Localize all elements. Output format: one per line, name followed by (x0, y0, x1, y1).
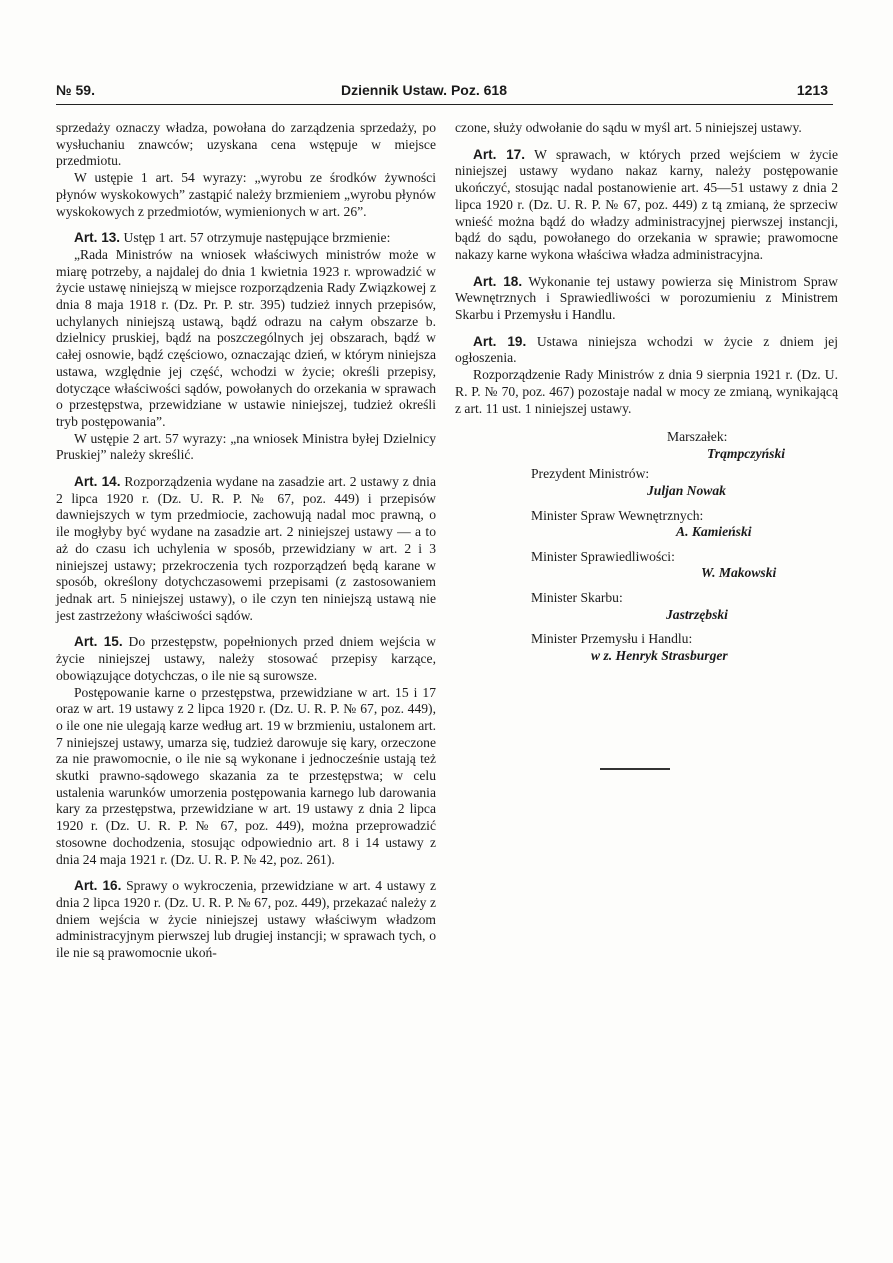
article-13 (56, 230, 436, 247)
right-column (455, 120, 838, 664)
page-number: 1213 (796, 82, 828, 98)
signature-title: Minister Spraw Wewnętrznych: (531, 507, 704, 523)
article-text: Do przestępstw, popełnionych przed dniem wejścia w życie niniejszej ustawy, należy stosować przepisy karzące, obowiązujące dotychczas, o ile nie są surowsze. (56, 634, 436, 683)
signature-name: W. Makowski (701, 565, 777, 581)
signature-title: Prezydent Ministrów: (531, 466, 650, 482)
article-text: Ustawa niniejsza wchodzi w życie z dniem jej ogłoszenia. (455, 333, 838, 366)
signature-name: w z. Henryk Strasburger (591, 647, 728, 663)
article-text: Ustęp 1 art. 57 otrzymuje następujące brzmienie: (123, 230, 391, 246)
journal-title: Dziennik Ustaw. Poz. 618 (341, 82, 507, 98)
signature-title: Minister Skarbu: (531, 590, 623, 605)
paragraph: W ustępie 1 art. 54 wyrazy: „wyrobu ze środków żywności płynów wyskokowych” zastąpić należy brzmieniem „wyrobu płynów wyskokowych z przedmiotów, wymienionych w art. 26”. (56, 170, 436, 219)
signature-name: Jastrzębski (666, 606, 728, 622)
signature-block (667, 429, 838, 462)
article-label: Art. 19. (473, 333, 527, 349)
header-rule (56, 104, 833, 105)
article-text: W sprawach, w których przed wejściem w życie niniejszej ustawy wydano nakaz karny, należy postępowanie ukończyć, stosując nadal postanowienie art. 45—51 ustawy z dnia 2 lipca 1920 r. (Dz. U. R. P. № 67, poz. 449) z tą zmianą, że sprzeciw wnieść można bądź do władzy administracyjnej pierwszej instancji, bądź do sądu, powołanego do orzekania w sprawie; prawomocne nakazy karne wykona właściwa władza administracyjna. (455, 146, 838, 262)
signature-title: Minister Przemysłu i Handlu: (531, 631, 693, 647)
article-label: Art. 15. (74, 634, 123, 650)
signature-title: Minister Sprawiedliwości: (531, 548, 675, 564)
signatures (455, 429, 838, 664)
article-label: Art. 16. (74, 878, 122, 894)
signature-block (531, 549, 838, 582)
paragraph: Rozporządzenie Rady Ministrów z dnia 9 sierpnia 1921 r. (Dz. U. R. P. № 70, poz. 467) pozostaje nadal w mocy ze zmianą, wynikającą z art. 11 ust. 1 niniejszej ustawy. (455, 367, 838, 416)
page-header (56, 82, 836, 104)
signature-title: Marszałek: (667, 429, 728, 445)
article-15 (56, 634, 436, 684)
signature-block (531, 508, 838, 541)
article-18 (455, 274, 838, 324)
paragraph: Postępowanie karne o przestępstwa, przewidziane w art. 15 i 17 oraz w art. 19 ustawy z 2 lipca 1920 r. (Dz. U. R. P. № 67, poz. 449), o ile one nie ulegają karze według art. 19 w brzmieniu, ustalonem art. 7 niniejszej ustawy, umarza się, tudzież darowuje się kary, orzeczone za nie prawomocnie, o ile nie są wykonane i jednocześnie ustają też skutki prawno-sądowego skazania za te przestępstwa; w celu ustalenia warunków umorzenia postępowania karnego lub darowania kary za przestępstwa, przewidziane w art. 19 ustawy z dnia 2 lipca 1920 r. (Dz. U. R. P. № 67, poz. 449), można przeprowadzić stosowne dochodzenia, stosując odpowiednio art. 8 i 14 ustawy z dnia 24 maja 1921 r. (Dz. U. R. P. № 42, poz. 261). (56, 684, 436, 867)
article-14 (56, 474, 436, 624)
article-text: Rozporządzenia wydane na zasadzie art. 2 ustawy z dnia 2 lipca 1920 r. (Dz. U. R. P. № 67, poz. 449) i przepisów dawniejszych w tym przedmiocie, zachowują nadal moc prawną, o ile mogłyby być wydane na zasadzie art. 2 niniejszej ustawy — a to aż do czasu ich uchylenia w sposób, przewidziany w art. 2 i 3 niniejszej ustawy; przekroczenia tych rozporządzeń będą karane w sposób, określony dotychczasowemi przepisami (z zastosowaniem jednak art. 5 niniejszej ustawy), o ile czyn ten niniejszą ustawą nie jest zastrzeżony właściwości sądów. (56, 474, 436, 623)
article-17 (455, 147, 838, 264)
paragraph: czone, służy odwołanie do sądu w myśl art. 5 niniejszej ustawy. (455, 120, 802, 135)
left-column (56, 120, 436, 962)
article-19 (455, 334, 838, 367)
signature-name: Juljan Nowak (647, 483, 726, 499)
signature-block (531, 631, 838, 664)
end-rule (600, 768, 670, 770)
issue-number: № 59. (56, 82, 95, 98)
article-text: Sprawy o wykroczenia, przewidziane w art. 4 ustawy z dnia 2 lipca 1920 r. (Dz. U. R. P. № 67, poz. 449), przekazać należy z dniem wejścia w życie niniejszej ustawy właściwym władzom administracyjnym pierwszej lub drugiej instancji; w sprawach tych, o ile nie są prawomocnie ukoń- (56, 878, 436, 961)
article-label: Art. 14. (74, 474, 121, 490)
paragraph: sprzedaży oznaczy władza, powołana do zarządzenia sprzedaży, po wysłuchaniu znawców; uzyskana cena wstępuje w miejsce przedmiotu. (56, 120, 436, 169)
article-16 (56, 878, 436, 962)
article-label: Art. 17. (473, 146, 526, 162)
article-label: Art. 18. (473, 273, 523, 289)
signature-block (531, 466, 838, 499)
article-label: Art. 13. (74, 230, 121, 246)
signature-block (531, 590, 838, 623)
paragraph: W ustępie 2 art. 57 wyrazy: „na wniosek Ministra byłej Dzielnicy Pruskiej” należy skreślić. (56, 430, 436, 463)
signature-name: Trąmpczyński (707, 445, 786, 461)
article-text: Wykonanie tej ustawy powierza się Ministrom Spraw Wewnętrznych i Sprawiedliwości w porozumieniu z Ministrem Skarbu i Przemysłu i Handlu. (455, 273, 838, 323)
paragraph: „Rada Ministrów na wniosek właściwych ministrów może w miarę potrzeby, a najdalej do dnia 1 kwietnia 1923 r. wprowadzić w życie ustawę niniejszą w miejsce rozporządzenia Rady Związkowej z dnia 8 maja 1918 r. (Dz. Pr. P. str. 395) tudzież innych przepisów, uchylanych niniejszą ustawą, bądź odrazu na całym obszarze b. dzielnicy pruskiej, bądź na poszczególnych jej obszarach, bądź w całej osnowie, bądź częściowo, oznaczając dzień, w którym niniejsza ustawa, względnie jej część, wchodzi w życie; określi przepisy, dotyczące właściwości sądów, powołanych do orzekania w sprawach o przestępstwa, przewidziane w ustawie niniejszej, tudzież określi tryb postępowania”. (56, 246, 436, 429)
signature-name: A. Kamieński (676, 524, 752, 540)
